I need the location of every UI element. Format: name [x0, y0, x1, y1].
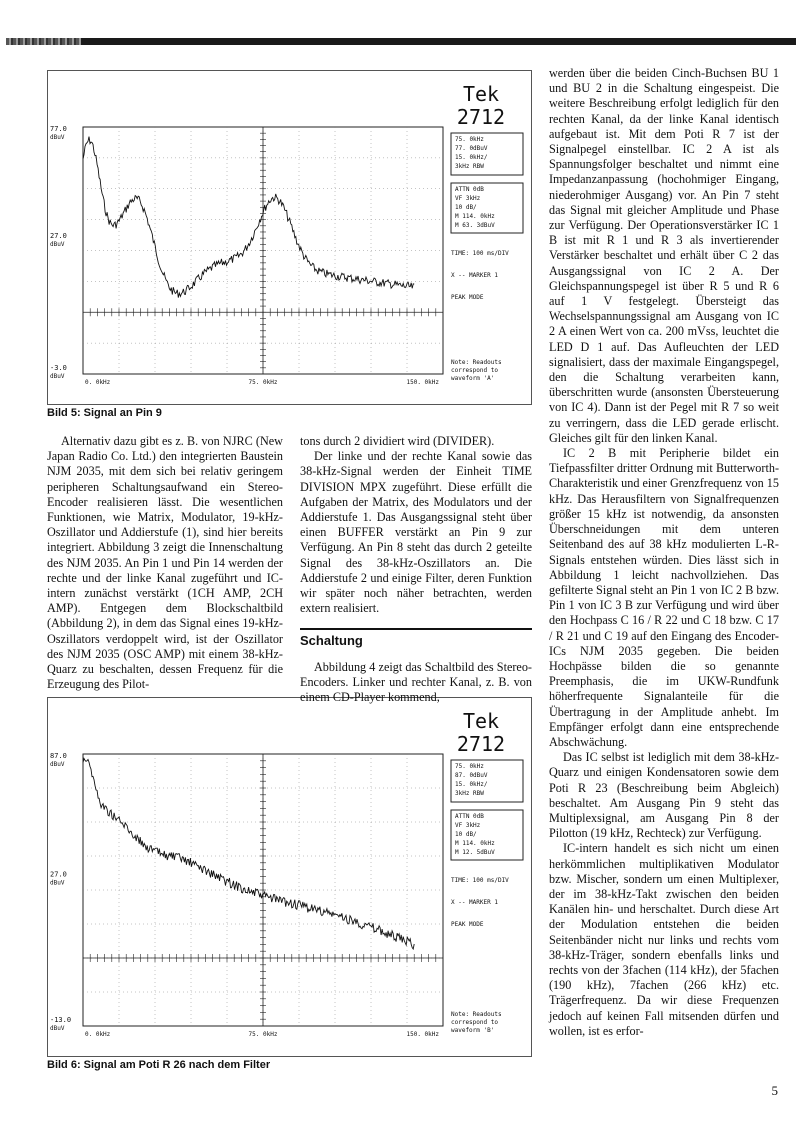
text-column-middle-top — [300, 434, 532, 616]
y-unit-bot: dBuV — [50, 373, 65, 380]
info-line: 75. 0kHz — [455, 136, 484, 143]
paragraph: Der linke und der rechte Kanal sowie das 38-kHz-Signal werden der Einheit TIME DIVISION MPX zugeführt. Diese erfüllt die Aufgaben der Matrix, des Modulators und der Addierstufe 1. Das Ausgangssignal steht über einen BUFFER verstärkt an Pin 9 zur Verfügung. An Pin 8 steht das durch 2 geteilte Signal des 38-kHz-Oszillators an. Die Addierstufe 2 und einige Filter, deren Funktion wir später noch näher betrachten, werden extern realisiert. — [300, 449, 532, 616]
y-label-bot: -13.0 — [50, 1016, 72, 1024]
figure-caption-2: Bild 6: Signal am Poti R 26 nach dem Filter — [47, 1059, 271, 1071]
info-line: 75. 0kHz — [455, 763, 484, 770]
x-label-right: 150. 0kHz — [406, 379, 439, 386]
text-column-right — [549, 66, 779, 1039]
note-line: Note: Readouts — [451, 359, 502, 366]
info-line: M 12. 5dBuV — [455, 849, 495, 856]
y-unit-top: dBuV — [50, 761, 65, 768]
brand-label: Tek — [462, 82, 500, 106]
paragraph: IC-intern handelt es sich nicht um einen herkömmlichen multiplikativen Modulator bzw. Mischer, sondern um einen Multiplexer, der im 38-kHz-Takt zwischen den beiden Kanälen hin- und herschaltet. Durch diese Art der Modulation entstehen die beiden Seitenbänder nicht nur links und rechts vom 38-kHz-Träger, sondern ebenfalls links und rechts von der 3fachen (114 kHz), der 5fachen (190 kHz), 7fachen (266 kHz) etc. Trägerfrequenz. Da wir diese Frequenzen jedoch auf keinen Fall mitsenden dürfen und wollen, ist es erfor- — [549, 841, 779, 1038]
x-label-left: 0. 0kHz — [85, 379, 111, 386]
paragraph: Alternativ dazu gibt es z. B. von NJRC (New Japan Radio Co. Ltd.) den integrierten Baustein NJM 2035, mit dem sich bei relativ geringem peripheren Schaltungsaufwand ein Stereo-Encoder realisieren lässt. Die wesentlichen Funktionen, wie Matrix, Modulator, 19-kHz-Oszillator und Addierstufe (1), sind hier bereits integriert. Abbildung 3 zeigt die Innenschaltung des NJM 2035. An Pin 1 und Pin 14 werden der rechte und der linke Kanal zugeführt und IC-intern zunächst verstärkt (1CH AMP, 2CH AMP). Entgegen dem Blockschaltbild (Abbildung 2), in dem das Signal eines 19-kHz-Oszillators verdoppelt wird, ist der Oszillator des NJM 2035 (OSC AMP) mit einem 38-kHz-Quarz zu beschalten, dessen Frequenz für die Erzeugung des Pilot- — [47, 434, 283, 692]
y-label-bot: -3.0 — [50, 364, 67, 372]
model-label: 2712 — [456, 732, 506, 756]
paragraph: tons durch 2 dividiert wird (DIVIDER). — [300, 434, 495, 448]
info-line: 15. 0kHz/ — [455, 154, 488, 161]
info-line: VF 3kHz — [455, 195, 481, 202]
info-line: 10 dB/ — [455, 204, 477, 211]
note-line: correspond to — [451, 367, 498, 374]
peak-label: PEAK MODE — [451, 921, 484, 928]
x-label-mid: 75. 0kHz — [248, 1031, 278, 1038]
header-bar-noise — [6, 38, 81, 45]
page-number: 5 — [771, 1083, 778, 1098]
x-label-left: 0. 0kHz — [85, 1031, 111, 1038]
spectrum-plot — [48, 698, 531, 1056]
model-label: 2712 — [456, 105, 506, 129]
spectrum-plot — [48, 71, 531, 404]
x-label-mid: 75. 0kHz — [248, 379, 278, 386]
info-line: 3kHz RBW — [455, 163, 484, 170]
info-line: 10 dB/ — [455, 831, 477, 838]
y-label-mid: 27.0 — [50, 870, 67, 879]
paragraph: Abbildung 4 zeigt das Schaltbild des Stereo-Encoders. Linker und rechter Kanal, z. B. von einem CD-Player kommend, — [300, 660, 532, 705]
brand-label: Tek — [462, 709, 500, 733]
info-line: ATTN 0dB — [455, 813, 484, 820]
y-unit-bot: dBuV — [50, 1025, 65, 1032]
figure-spectrum-2 — [47, 697, 532, 1057]
info-line: 3kHz RBW — [455, 790, 484, 797]
header-bar — [6, 38, 796, 45]
marker-label: X -- MARKER 1 — [451, 899, 498, 906]
info-line: 77. 0dBuV — [455, 145, 488, 152]
info-line: VF 3kHz — [455, 822, 481, 829]
figure-caption-1: Bild 5: Signal an Pin 9 — [47, 407, 162, 419]
info-line: 87. 0dBuV — [455, 772, 488, 779]
x-label-right: 150. 0kHz — [406, 1031, 439, 1038]
note-line: Note: Readouts — [451, 1011, 502, 1018]
info-line: M 114. 0kHz — [455, 840, 495, 847]
info-line: M 63. 3dBuV — [455, 222, 495, 229]
y-label-mid: 27.0 — [50, 232, 67, 241]
note-line: waveform 'A' — [451, 375, 495, 382]
info-line: 15. 0kHz/ — [455, 781, 488, 788]
paragraph: werden über die beiden Cinch-Buchsen BU 1 und BU 2 in die Schaltung eingespeist. Die weitere Beschreibung erfolgt lediglich für den rechten Kanal, da der linke Kanal identisch aufgebaut ist. Mit dem Poti R 7 ist der Signalpegel einstellbar. IC 2 A ist als Spannungsfolger beschaltet und nimmt eine Impedanzanpassung (hochohmiger Eingang, niederohmiger Ausgang) vor. An Pin 7 steht das Signal mit gleicher Amplitude und Phase zur Verfügung. Der Operationsverstärker IC 1 B ist mit R 1 und R 3 als invertierender Verstärker beschaltet und erhält über C 2 das Ausgangssignal von IC 2 A. Der Gleichspannungspegel ist über R 5 und R 6 auf 1 V festgelegt. Übersteigt das Wechselspannungssignal am Ausgang von IC 2 A einen Wert von ca. 200 mVss, leuchtet die LED D 1 auf. Das Aufleuchten der LED signalisiert, dass der maximale Eingangspegel, den die Schaltung verarbeiten kann, überschritten wurde (ansonsten Übersteuerung von IC 4). Dann ist der Pegel mit R 7 so weit zu verringern, dass die LED gerade erlischt. Gleiches gilt für den linken Kanal. — [549, 66, 779, 445]
info-line: ATTN 0dB — [455, 186, 484, 193]
y-unit-mid: dBuV — [50, 241, 65, 249]
section-heading: Schaltung — [300, 628, 532, 648]
paragraph: IC 2 B mit Peripherie bildet ein Tiefpassfilter dritter Ordnung mit Butterworth-Charakteristik und einer Grenzfrequenz von 15 kHz. Das Herausfiltern von Signalfrequenzen größer 15 kHz ist notwendig, da ansonsten Überschneidungen mit dem unteren Seitenband des auf 38 kHz modulierten L-R-Signals entstehen würden. Dies lässt sich in Abbildung 1 leicht nachvollziehen. Das gefilterte Signal steht an Pin 1 von IC 2 B bzw. Pin 1 von IC 3 B zur Verfügung und wird über den Hochpass C 16 / R 22 und C 18 bzw. C 17 / R 21 und C 19 auf den Eingang des Encoder-ICs NJM 2035 gegeben. Die beiden Hochpässe bilden die so genannte Preemphasis, die im UKW-Rundfunk höherfrequente Signalanteile für die Übertragung in der Amplitude anhebt. Im Empfänger erfolgt dann eine entsprechende Abschwächung. — [549, 446, 779, 749]
time-label: TIME: 100 ms/DIV — [451, 250, 509, 257]
peak-label: PEAK MODE — [451, 294, 484, 301]
y-unit-mid: dBuV — [50, 879, 65, 887]
marker-label: X -- MARKER 1 — [451, 272, 498, 279]
figure-spectrum-1 — [47, 70, 532, 405]
text-column-middle-bottom — [300, 660, 532, 706]
info-line: M 114. 0kHz — [455, 213, 495, 220]
note-line: correspond to — [451, 1019, 498, 1026]
text-column-left — [47, 434, 283, 692]
note-line: waveform 'B' — [451, 1027, 495, 1034]
spectrum-trace — [83, 759, 414, 950]
spectrum-trace — [83, 137, 414, 298]
time-label: TIME: 100 ms/DIV — [451, 877, 509, 884]
y-label-top: 87.0 — [50, 752, 67, 760]
y-unit-top: dBuV — [50, 134, 65, 141]
paragraph: Das IC selbst ist lediglich mit dem 38-kHz-Quarz und einigen Kondensatoren sowie dem Poti R 23 (Beschreibung beim Abgleich) beschaltet. Am Ausgang Pin 9 steht das Multiplexsignal, am Ausgang Pin 8 der Pilotton (19 kHz, Rechteck) zur Verfügung. — [549, 750, 779, 841]
y-label-top: 77.0 — [50, 125, 67, 133]
